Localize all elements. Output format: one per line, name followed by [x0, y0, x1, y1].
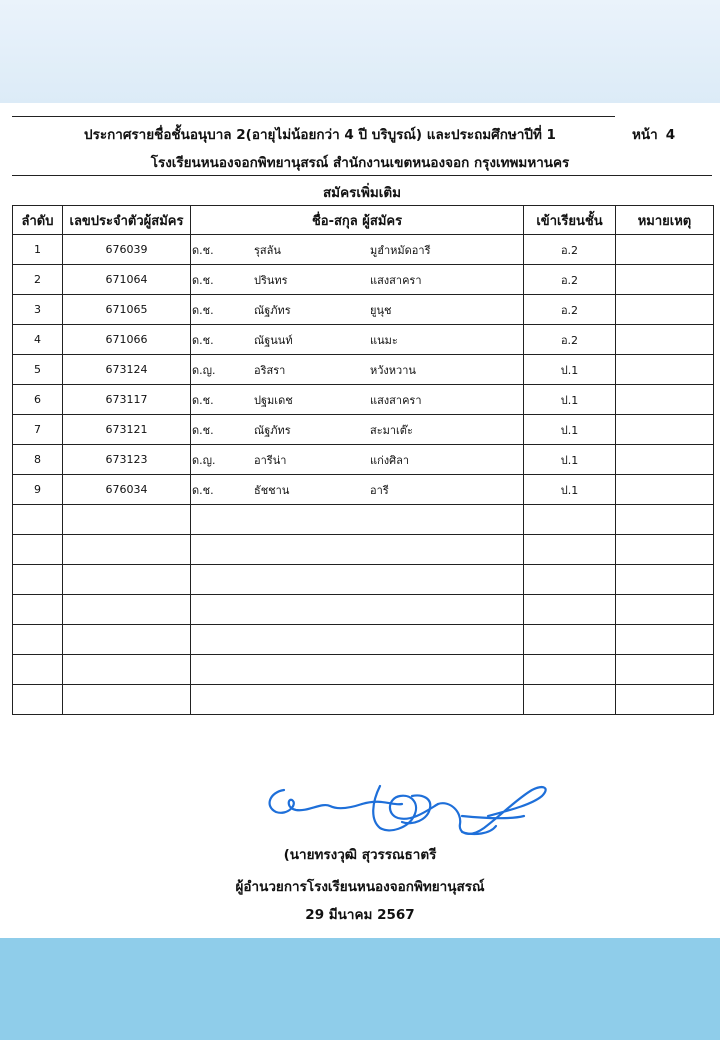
last-name: แสงสาครา: [370, 273, 422, 287]
empty-cell: [191, 625, 524, 655]
applicant-id: 673117: [63, 385, 191, 415]
remark: [616, 355, 714, 385]
signer-title: ผู้อำนวยการโรงเรียนหนองจอกพิทยานุสรณ์: [235, 879, 485, 895]
row-number: 6: [13, 385, 63, 415]
name-prefix: ด.ช.: [192, 483, 214, 497]
table-row: [13, 325, 714, 355]
row-number: 9: [13, 475, 63, 505]
table-row: [13, 475, 714, 505]
empty-table-row: [13, 655, 714, 685]
row-number: 3: [13, 295, 63, 325]
empty-cell: [616, 655, 714, 685]
applicant-name-cell: [191, 295, 524, 325]
first-name: ปรินทร: [254, 273, 288, 287]
page-label: หน้า: [632, 127, 658, 143]
grade-level: ป.1: [524, 385, 616, 415]
table-row: [13, 265, 714, 295]
last-name: แสงสาครา: [370, 393, 422, 407]
empty-table-row: [13, 505, 714, 535]
row-number: 8: [13, 445, 63, 475]
grade-level: อ.2: [524, 295, 616, 325]
first-name: ณัฐภัทร: [254, 423, 291, 437]
signature-strokes: [270, 786, 546, 834]
empty-cell: [191, 595, 524, 625]
empty-table-row: [13, 535, 714, 565]
remark: [616, 475, 714, 505]
header-rule-bottom: [12, 175, 712, 176]
col-header-name: ชื่อ-สกุล ผู้สมัคร: [191, 206, 524, 235]
first-name: อริสรา: [254, 363, 286, 377]
grade-level: อ.2: [524, 265, 616, 295]
empty-cell: [63, 655, 191, 685]
grade-level: ป.1: [524, 475, 616, 505]
signature-date: 29 มีนาคม 2567: [305, 907, 415, 923]
applicant-table: [12, 205, 714, 715]
empty-table-row: [13, 565, 714, 595]
row-number: 2: [13, 265, 63, 295]
remark: [616, 445, 714, 475]
empty-cell: [616, 595, 714, 625]
signature-image: [262, 776, 552, 846]
name-prefix: ด.ช.: [192, 423, 214, 437]
empty-cell: [524, 565, 616, 595]
page-number-value: 4: [665, 127, 676, 143]
applicant-id: 673124: [63, 355, 191, 385]
name-prefix: ด.ช.: [192, 393, 214, 407]
empty-cell: [524, 595, 616, 625]
last-name: มูฮำหมัดอารี: [370, 243, 431, 257]
col-header-grade: เข้าเรียนชั้น: [524, 206, 616, 235]
first-name: ปฐมเดช: [254, 393, 293, 407]
announcement-title: ประกาศรายชื่อชั้นอนุบาล 2(อายุไม่น้อยกว่า 4 ปี บริบูรณ์) และประถมศึกษาปีที่ 1: [84, 127, 556, 143]
name-prefix: ด.ช.: [192, 333, 214, 347]
empty-cell: [63, 685, 191, 715]
grade-level: อ.2: [524, 325, 616, 355]
empty-cell: [524, 685, 616, 715]
grade-level: อ.2: [524, 235, 616, 265]
applicant-id: 676039: [63, 235, 191, 265]
empty-cell: [191, 505, 524, 535]
table-row: [13, 295, 714, 325]
empty-cell: [616, 535, 714, 565]
empty-cell: [63, 535, 191, 565]
first-name: ณัฐนนท์: [254, 333, 293, 347]
applicant-id: 671064: [63, 265, 191, 295]
empty-cell: [524, 655, 616, 685]
table-header-row: [13, 206, 714, 235]
applicant-id: 676034: [63, 475, 191, 505]
empty-cell: [616, 565, 714, 595]
applicant-name-cell: [191, 325, 524, 355]
top-background-band: [0, 0, 720, 103]
name-prefix: ด.ช.: [192, 303, 214, 317]
school-title: โรงเรียนหนองจอกพิทยานุสรณ์ สำนักงานเขตหนองจอก กรุงเทพมหานคร: [150, 155, 570, 171]
row-number: 7: [13, 415, 63, 445]
col-header-no: ลำดับ: [13, 206, 63, 235]
applicant-name-cell: [191, 355, 524, 385]
section-title: สมัครเพิ่มเติม: [322, 185, 402, 201]
empty-cell: [616, 685, 714, 715]
applicant-name-cell: [191, 415, 524, 445]
grade-level: ป.1: [524, 355, 616, 385]
empty-table-row: [13, 625, 714, 655]
remark: [616, 265, 714, 295]
page-number: [632, 123, 702, 145]
empty-cell: [524, 535, 616, 565]
table-body: [13, 235, 714, 715]
first-name: ธัชชาน: [254, 483, 290, 497]
empty-cell: [63, 565, 191, 595]
applicant-id: 673121: [63, 415, 191, 445]
bottom-background-band: [0, 938, 720, 1040]
name-prefix: ด.ช.: [192, 273, 214, 287]
first-name: รุสลัน: [254, 243, 281, 257]
applicant-name-cell: [191, 385, 524, 415]
empty-table-row: [13, 685, 714, 715]
empty-cell: [13, 565, 63, 595]
empty-cell: [191, 685, 524, 715]
applicant-name-cell: [191, 235, 524, 265]
col-header-remark: หมายเหตุ: [616, 206, 714, 235]
applicant-id: 671066: [63, 325, 191, 355]
name-prefix: ด.ช.: [192, 243, 214, 257]
empty-cell: [13, 505, 63, 535]
applicant-name-cell: [191, 475, 524, 505]
last-name: สะมาเต๊ะ: [370, 423, 413, 437]
applicant-name-cell: [191, 445, 524, 475]
empty-table-row: [13, 595, 714, 625]
applicant-id: 673123: [63, 445, 191, 475]
table-row: [13, 415, 714, 445]
empty-cell: [524, 625, 616, 655]
remark: [616, 235, 714, 265]
empty-cell: [13, 685, 63, 715]
row-number: 4: [13, 325, 63, 355]
remark: [616, 325, 714, 355]
empty-cell: [616, 625, 714, 655]
empty-cell: [191, 655, 524, 685]
table-row: [13, 445, 714, 475]
remark: [616, 295, 714, 325]
first-name: ณัฐภัทร: [254, 303, 291, 317]
empty-cell: [191, 565, 524, 595]
empty-cell: [524, 505, 616, 535]
col-header-app-id: เลขประจำตัวผู้สมัคร: [63, 206, 191, 235]
last-name: หวังหวาน: [370, 363, 416, 377]
remark: [616, 415, 714, 445]
last-name: ยูนุช: [370, 303, 392, 317]
empty-cell: [13, 655, 63, 685]
last-name: แนมะ: [370, 333, 398, 347]
grade-level: ป.1: [524, 445, 616, 475]
header-rule-top: [12, 116, 615, 117]
grade-level: ป.1: [524, 415, 616, 445]
applicant-id: 671065: [63, 295, 191, 325]
applicant-name-cell: [191, 265, 524, 295]
row-number: 1: [13, 235, 63, 265]
table-row: [13, 355, 714, 385]
table-row: [13, 385, 714, 415]
empty-cell: [191, 535, 524, 565]
remark: [616, 385, 714, 415]
signer-name: (นายทรงวุฒิ สุวรรณธาตรี: [283, 847, 437, 863]
empty-cell: [63, 595, 191, 625]
empty-cell: [13, 595, 63, 625]
document-page: [0, 103, 720, 938]
empty-cell: [63, 625, 191, 655]
empty-cell: [63, 505, 191, 535]
empty-cell: [616, 505, 714, 535]
empty-cell: [13, 625, 63, 655]
last-name: อารี: [370, 483, 389, 497]
last-name: แก่งศิลา: [370, 453, 410, 467]
first-name: อารีน่า: [254, 453, 287, 467]
name-prefix: ด.ญ.: [192, 363, 216, 377]
empty-cell: [13, 535, 63, 565]
table-row: [13, 235, 714, 265]
name-prefix: ด.ญ.: [192, 453, 216, 467]
row-number: 5: [13, 355, 63, 385]
